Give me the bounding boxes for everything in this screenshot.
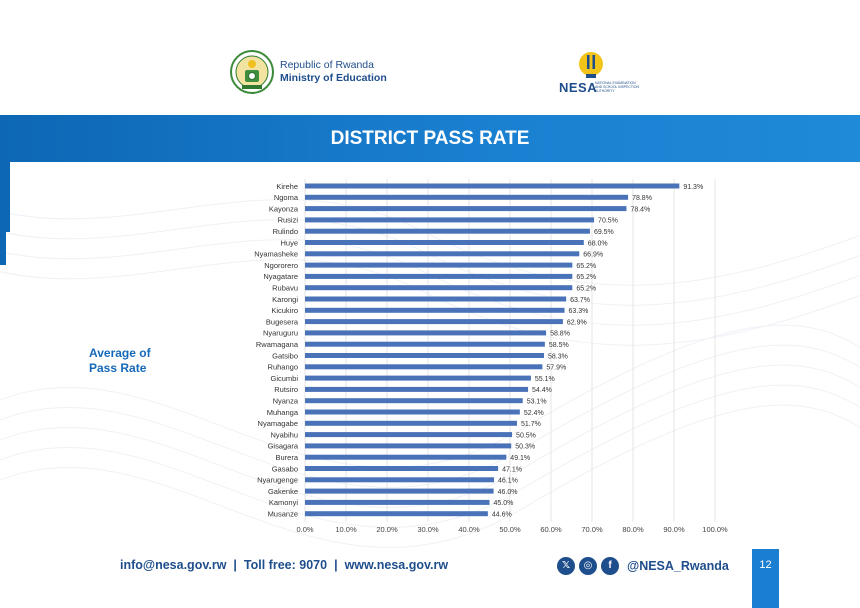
- category-label: Kamonyi: [268, 498, 298, 508]
- page-title: DISTRICT PASS RATE: [330, 128, 530, 149]
- x-tick-label: 80.0%: [622, 525, 644, 534]
- social-links: [557, 557, 729, 575]
- bar: [305, 206, 626, 211]
- x-tick-label: 100.0%: [702, 525, 728, 534]
- category-label: Rutsiro: [274, 385, 298, 395]
- category-label: Gisagara: [267, 441, 298, 451]
- bar: [305, 387, 528, 392]
- chart-bars: [305, 184, 679, 517]
- bar: [305, 353, 544, 358]
- value-label: 62.9%: [566, 319, 587, 327]
- bar: [305, 410, 520, 415]
- value-label: 50.3%: [515, 443, 536, 451]
- x-tick-label: 90.0%: [663, 525, 685, 534]
- bar: [305, 511, 488, 516]
- x-tick-label: 60.0%: [540, 525, 562, 534]
- category-label: Burera: [275, 453, 298, 462]
- bar: [305, 376, 531, 381]
- bar: [305, 421, 517, 426]
- value-label: 63.7%: [570, 296, 591, 304]
- value-label: 53.1%: [526, 398, 547, 406]
- bar: [305, 443, 511, 448]
- bar: [305, 319, 563, 324]
- bar: [305, 285, 572, 290]
- value-label: 66.9%: [583, 251, 604, 259]
- category-label: Kayonza: [268, 204, 298, 214]
- value-label: 45.0%: [493, 500, 514, 508]
- bar: [305, 432, 512, 437]
- footer-email[interactable]: info@nesa.gov.rw: [120, 558, 227, 572]
- value-label: 51.7%: [520, 421, 541, 429]
- side-label-line1: Average of: [89, 346, 151, 360]
- bar: [305, 500, 490, 505]
- footer-contacts: [120, 558, 448, 572]
- category-label: Kicukiro: [271, 306, 298, 316]
- page-number-box: [752, 549, 779, 608]
- category-label: Huye: [280, 238, 298, 248]
- facebook-icon[interactable]: f: [601, 557, 619, 575]
- value-label: 50.5%: [516, 432, 536, 440]
- value-label: 78.4%: [630, 206, 651, 214]
- x-tick-label: 30.0%: [417, 525, 439, 534]
- bar: [305, 229, 590, 234]
- nesa-wordmark: NESA: [559, 80, 598, 95]
- bar: [305, 274, 572, 279]
- category-label: Nyanza: [272, 396, 298, 406]
- side-label-line2: Pass Rate: [89, 361, 147, 375]
- category-label: Gasabo: [271, 464, 298, 474]
- value-label: 69.5%: [593, 229, 614, 236]
- footer-tollfree: Toll free: 9070: [243, 558, 328, 572]
- bar: [305, 297, 566, 302]
- bar: [305, 466, 498, 471]
- value-label: 65.2%: [576, 274, 597, 282]
- category-label: Ngoma: [273, 193, 298, 203]
- ministry-name: Ministry of Education: [280, 72, 387, 84]
- category-label: Nyamasheke: [254, 249, 298, 259]
- bar: [305, 330, 546, 335]
- bar: [305, 240, 584, 245]
- instagram-icon[interactable]: ◎: [579, 557, 597, 575]
- value-label: 49.1%: [510, 455, 531, 462]
- value-label: 52.4%: [523, 409, 544, 417]
- value-label: 70.5%: [598, 217, 618, 225]
- value-label: 91.3%: [683, 183, 704, 191]
- x-twitter-icon[interactable]: 𝕏: [557, 557, 575, 575]
- category-label: Ngororero: [264, 260, 298, 270]
- value-label: 65.2%: [576, 262, 597, 270]
- value-label: 44.6%: [491, 511, 512, 519]
- x-tick-label: 0.0%: [296, 525, 314, 534]
- value-label: 46.1%: [498, 477, 518, 485]
- category-label: Ruhango: [267, 362, 298, 372]
- category-label: Nyabihu: [270, 430, 298, 440]
- category-label: Nyarugenge: [257, 475, 298, 485]
- value-label: 57.9%: [546, 364, 567, 372]
- page-number: 12: [759, 559, 772, 571]
- category-label: Nyamagabe: [257, 419, 298, 429]
- bar: [305, 489, 494, 494]
- bar: [305, 342, 545, 347]
- value-label: 55.1%: [534, 375, 555, 383]
- bar: [305, 308, 565, 313]
- nesa-fullname: NATIONAL EXAMINATION AND SCHOOL INSPECTION AUTHORITY: [595, 81, 639, 93]
- bar: [305, 184, 679, 189]
- category-label: Gatsibo: [272, 351, 298, 361]
- category-label: Gakenke: [267, 486, 298, 496]
- footer-website[interactable]: www.nesa.gov.rw: [344, 558, 449, 572]
- value-label: 68.0%: [587, 240, 608, 248]
- category-label: Nyagatare: [263, 272, 298, 282]
- category-label: Rulindo: [272, 227, 298, 236]
- bar: [305, 455, 506, 460]
- value-label: 46.0%: [497, 488, 518, 496]
- footer-separator: |: [233, 558, 237, 572]
- category-label: Rubavu: [272, 283, 298, 293]
- bar: [305, 251, 579, 256]
- x-tick-label: 50.0%: [499, 525, 521, 534]
- value-label: 78.8%: [632, 195, 652, 203]
- bar: [305, 364, 542, 369]
- value-label: 47.1%: [502, 466, 522, 474]
- category-label: Bugesera: [265, 317, 298, 327]
- bar: [305, 195, 628, 200]
- value-label: 54.4%: [532, 387, 552, 395]
- category-label: Rwamagana: [255, 340, 298, 349]
- x-tick-label: 10.0%: [335, 525, 357, 534]
- footer-separator: |: [334, 558, 338, 572]
- x-tick-label: 40.0%: [458, 525, 480, 534]
- org-name: Republic of Rwanda: [280, 59, 374, 71]
- category-label: Kirehe: [276, 181, 298, 191]
- category-label: Rusizi: [277, 215, 298, 225]
- social-handle: @NESA_Rwanda: [627, 559, 729, 573]
- value-label: 65.2%: [576, 285, 597, 293]
- bar: [305, 217, 594, 222]
- category-label: Karongi: [272, 294, 298, 304]
- x-tick-label: 70.0%: [581, 525, 603, 534]
- bar: [305, 398, 523, 403]
- value-label: 63.3%: [568, 308, 589, 316]
- bar: [305, 477, 494, 482]
- category-label: Musanze: [267, 509, 298, 519]
- x-tick-label: 20.0%: [376, 525, 398, 534]
- bar: [305, 263, 572, 268]
- value-label: 58.5%: [548, 342, 569, 349]
- category-label: Nyaruguru: [262, 328, 298, 338]
- value-label: 58.3%: [548, 353, 568, 361]
- category-label: Muhanga: [266, 407, 298, 417]
- value-label: 58.8%: [550, 330, 570, 338]
- category-label: Gicumbi: [270, 373, 298, 383]
